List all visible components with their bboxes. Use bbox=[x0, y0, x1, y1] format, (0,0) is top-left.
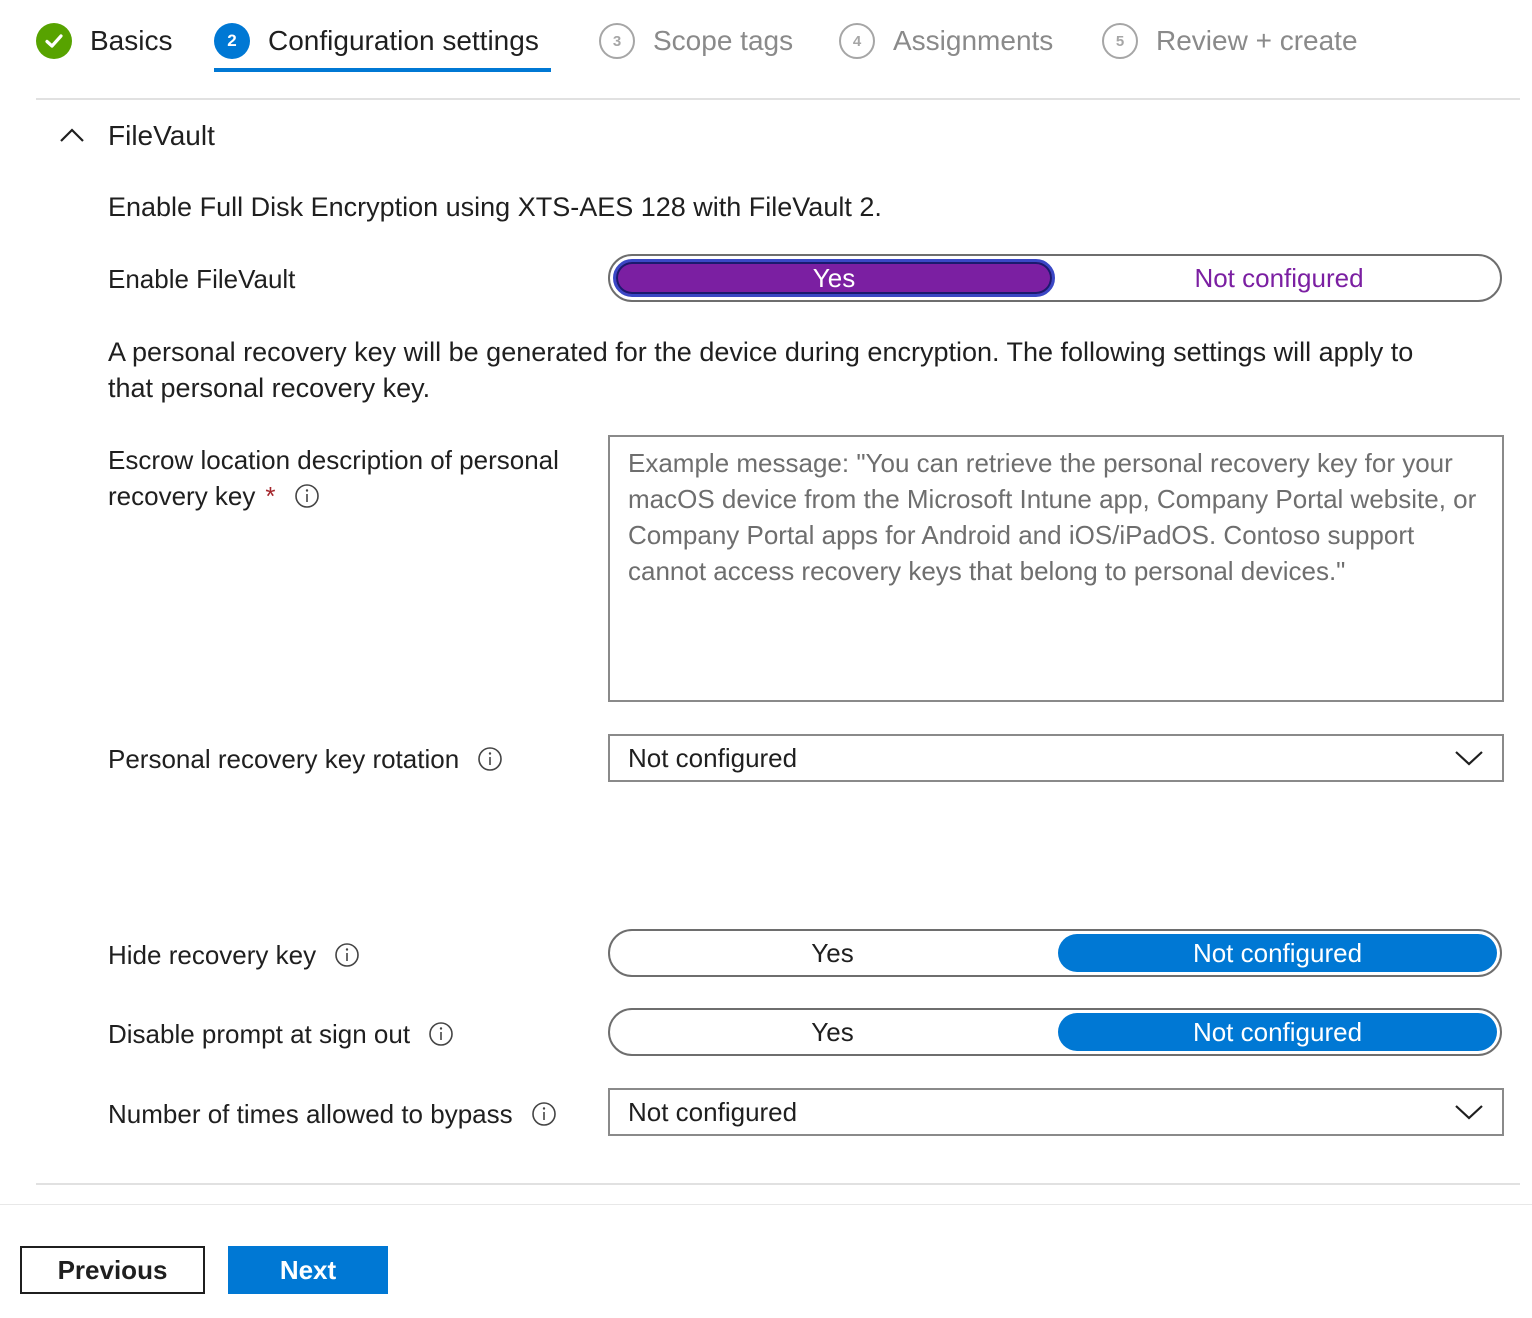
filevault-section-header[interactable] bbox=[56, 112, 215, 160]
bypass-count-dropdown[interactable] bbox=[608, 1088, 1504, 1136]
escrow-placeholder-line: Company Portal apps for Android and iOS/iPadOS. Contoso support bbox=[628, 520, 1415, 550]
step-scope-tags[interactable] bbox=[599, 18, 793, 64]
info-icon[interactable] bbox=[531, 1101, 557, 1127]
footer-divider bbox=[0, 1204, 1532, 1205]
recovery-note-line2: that personal recovery key. bbox=[108, 373, 431, 403]
escrow-label-text: Escrow location description of personal bbox=[108, 445, 559, 475]
step-number: 3 bbox=[599, 23, 635, 59]
escrow-placeholder-line: macOS device from the Microsoft Intune app, Company Portal website, or bbox=[628, 484, 1477, 514]
hide-recovery-key-yes[interactable]: Yes bbox=[811, 937, 854, 968]
section-title: FileVault bbox=[108, 120, 215, 151]
step-basics[interactable] bbox=[36, 18, 172, 64]
step-number: 5 bbox=[1102, 23, 1138, 59]
enable-filevault-label-text: Enable FileVault bbox=[108, 264, 296, 294]
escrow-label-line2 bbox=[108, 478, 320, 514]
chevron-up-icon bbox=[56, 120, 88, 152]
disable-prompt-not-configured[interactable]: Not configured bbox=[1058, 1013, 1497, 1051]
hide-recovery-key-label bbox=[108, 937, 360, 973]
chevron-down-icon bbox=[1454, 1102, 1484, 1122]
enable-filevault-not-configured[interactable]: Not configured bbox=[1194, 262, 1364, 293]
previous-button[interactable]: Previous bbox=[20, 1246, 205, 1294]
checkmark-icon bbox=[36, 23, 72, 59]
active-step-indicator bbox=[214, 68, 551, 72]
step-label: Assignments bbox=[893, 25, 1054, 56]
disable-prompt-label bbox=[108, 1016, 454, 1052]
step-label: Configuration settings bbox=[268, 25, 539, 56]
disable-prompt-label-text: Disable prompt at sign out bbox=[108, 1019, 411, 1049]
disable-prompt-yes[interactable]: Yes bbox=[811, 1016, 854, 1047]
bypass-count-label bbox=[108, 1096, 557, 1132]
section-description: Enable Full Disk Encryption using XTS-AES 128 with FileVault 2. bbox=[108, 192, 882, 222]
key-rotation-label-text: Personal recovery key rotation bbox=[108, 744, 460, 774]
step-label: Basics bbox=[90, 25, 173, 56]
step-number: 4 bbox=[839, 23, 875, 59]
escrow-description-input[interactable] bbox=[608, 435, 1504, 702]
section-divider bbox=[36, 1183, 1520, 1185]
escrow-label-line1 bbox=[108, 442, 559, 478]
enable-filevault-label bbox=[108, 261, 295, 297]
step-configuration-settings[interactable] bbox=[214, 18, 539, 64]
hide-recovery-key-label-text: Hide recovery key bbox=[108, 940, 317, 970]
required-marker: * bbox=[265, 481, 276, 511]
step-review-create[interactable] bbox=[1102, 18, 1358, 64]
disable-prompt-toggle[interactable] bbox=[608, 1008, 1502, 1056]
step-label: Scope tags bbox=[653, 25, 794, 56]
wizard-steps bbox=[36, 0, 1520, 100]
key-rotation-label bbox=[108, 741, 503, 777]
bypass-count-label-text: Number of times allowed to bypass bbox=[108, 1099, 513, 1129]
info-icon[interactable] bbox=[334, 942, 360, 968]
enable-filevault-toggle[interactable] bbox=[608, 254, 1502, 302]
info-icon[interactable] bbox=[294, 483, 320, 509]
info-icon[interactable] bbox=[428, 1021, 454, 1047]
info-icon[interactable] bbox=[477, 746, 503, 772]
escrow-placeholder-line: Example message: "You can retrieve the personal recovery key for your bbox=[628, 448, 1453, 478]
hide-recovery-key-toggle[interactable] bbox=[608, 929, 1502, 977]
step-assignments[interactable] bbox=[839, 18, 1053, 64]
step-number: 2 bbox=[214, 23, 250, 59]
next-button[interactable]: Next bbox=[228, 1246, 388, 1294]
bypass-count-value: Not configured bbox=[628, 1096, 798, 1127]
escrow-label-text-2: recovery key bbox=[108, 481, 256, 511]
recovery-note-line1: A personal recovery key will be generated for the device during encryption. The following settings will apply to bbox=[108, 337, 1414, 367]
step-label: Review + create bbox=[1156, 25, 1358, 56]
key-rotation-dropdown[interactable] bbox=[608, 734, 1504, 782]
hide-recovery-key-not-configured[interactable]: Not configured bbox=[1058, 934, 1497, 972]
key-rotation-value: Not configured bbox=[628, 742, 798, 773]
enable-filevault-yes[interactable]: Yes bbox=[613, 259, 1055, 297]
escrow-placeholder-line: cannot access recovery keys that belong to personal devices." bbox=[628, 556, 1346, 586]
chevron-down-icon bbox=[1454, 748, 1484, 768]
